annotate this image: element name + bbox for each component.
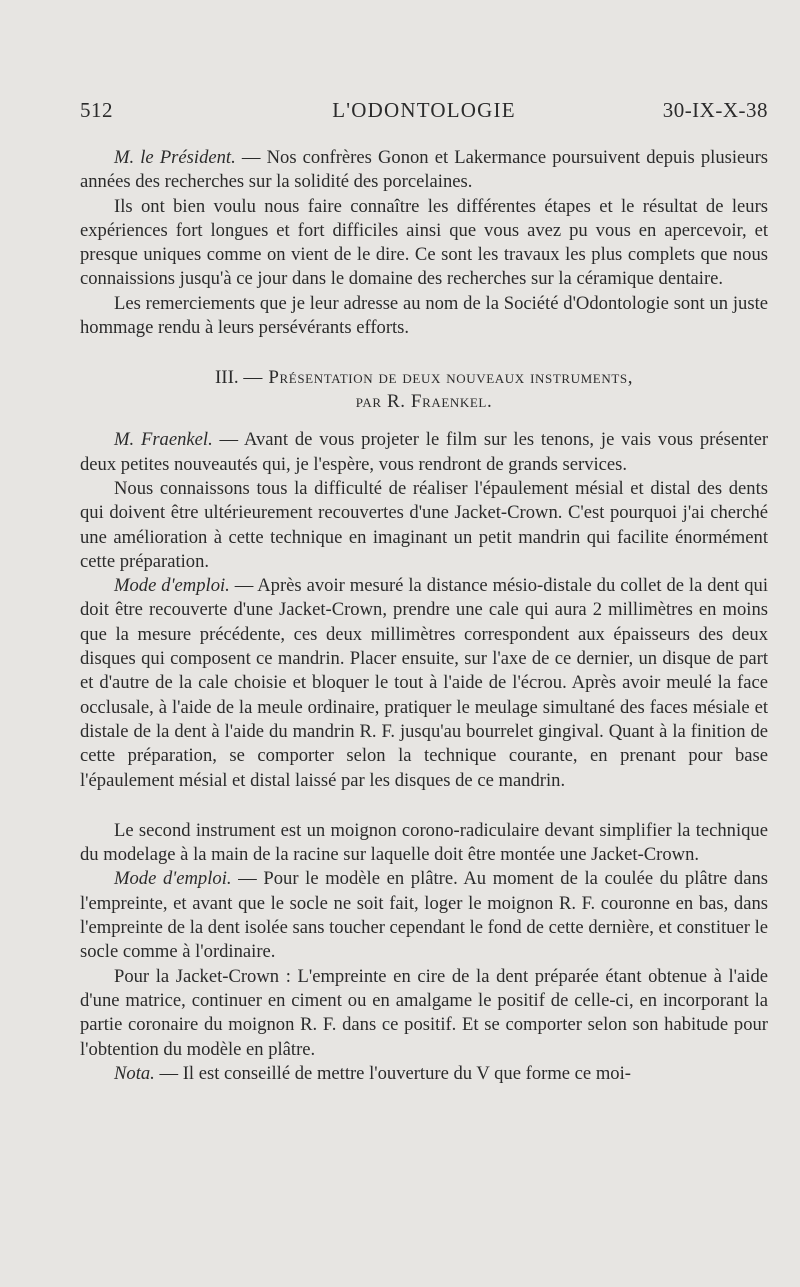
spacer — [80, 414, 768, 428]
speaker-label: Mode d'emploi. — [114, 868, 232, 890]
spacer — [80, 793, 768, 819]
paragraph: M. le Président. — Nos confrères Gonon et Lakermance poursuivent depuis plusieurs années des recherches sur la solidité des porcelaines. — [80, 147, 769, 193]
paragraph: Nota. — Il est conseillé de mettre l'ouverture du V que forme ce moi- — [114, 1062, 631, 1084]
section-number: III. — [214, 367, 239, 389]
body-text — [80, 146, 768, 1086]
speaker-label: Nota. — [114, 1062, 155, 1084]
paragraph: Le second instrument est un moignon corono-radiculaire devant simplifier la technique du modelage à la main de la racine sur laquelle doit être montée une Jacket-Crown. — [80, 819, 768, 866]
paragraph: Ils ont bien voulu nous faire connaître les différentes étapes et le résultat de leurs expériences fort longues et fort difficiles ainsi que vous avez pu vous en apercevoir, et presque uniques comme on vient de le dire. Ce sont les travaux les plus complets que nous connaissions jusqu'à ce jour dans le domaine des recherches sur la céramique dentaire. — [80, 195, 768, 290]
page-number: 512 — [80, 98, 113, 122]
issue-date: 30-IX-X-38 — [662, 98, 768, 122]
spacer — [80, 340, 768, 366]
paragraph: Mode d'emploi. — Pour le modèle en plâtre. Au moment de la coulée du plâtre dans l'empreinte, et avant que le socle ne soit fait, loger le moignon R. F. couronne en bas, dans l'empreinte de la dent isolée sans toucher cependant le fond de cette dernière, et constituer le socle comme à l'ordinaire. — [80, 868, 768, 963]
section-heading — [80, 366, 768, 414]
paragraph: Pour la Jacket-Crown : L'empreinte en cire de la dent préparée étant obtenue à l'aide d'une matrice, continuer en ciment ou en amalgame le positif de celle-ci, en incorporant la partie coronaire du moignon R. F. dans ce positif. Et se comporter selon son habitude pour l'obtention du modèle en plâtre. — [80, 965, 768, 1060]
journal-title: L'ODONTOLOGIE — [332, 98, 516, 122]
paragraph: M. Fraenkel. — Avant de vous projeter le film sur les tenons, je vais vous présenter deux petites nouveautés qui, je l'espère, vous rendront de grands services. — [80, 429, 769, 475]
paragraph: Mode d'emploi. — Après avoir mesuré la distance mésio-distale du collet de la dent qui doit être recouverte d'une Jacket-Crown, prendre une cale qui aura 2 millimètres en moins que la mesure précédente, ces deux millimètres correspondent aux épaisseurs des deux disques qui composent ce mandrin. Placer ensuite, sur l'axe de ce dernier, un disque de part et d'autre de la cale choisie et bloquer le tout à l'aide de l'écrou. Après avoir meulé la face occlusale, à l'aide de la meule ordinaire, pratiquer le meulage simultané des faces mésiale et distale de la dent à l'aide du mandrin R. F. jusqu'au bourrelet gingival. Quant à la finition de cette préparation, se comporter selon la technique courante, en prenant pour base l'épaulement mésial et distal laissé par les disques de ce mandrin. — [80, 575, 769, 791]
paragraph: Les remerciements que je leur adresse au nom de la Société d'Odontologie sont un juste hommage rendu à leurs persévérants efforts. — [80, 292, 768, 339]
running-head — [80, 98, 768, 128]
paragraph: Nous connaissons tous la difficulté de réaliser l'épaulement mésial et distal des dents qui doivent être ultérieurement recouvertes d'une Jacket-Crown. C'est pourquoi j'ai cherché une amélioration à cette technique en imaginant un petit mandrin qui facilite énormément cette préparation. — [80, 477, 768, 572]
speaker-label: Mode d'emploi. — [114, 575, 230, 597]
speaker-label: M. Fraenkel. — [114, 429, 213, 451]
speaker-label: M. le Président. — [114, 147, 236, 168]
section-title: — Présentation de deux nouveaux instruments, — [243, 367, 634, 389]
section-author: par R. Fraenkel. — [355, 391, 493, 413]
